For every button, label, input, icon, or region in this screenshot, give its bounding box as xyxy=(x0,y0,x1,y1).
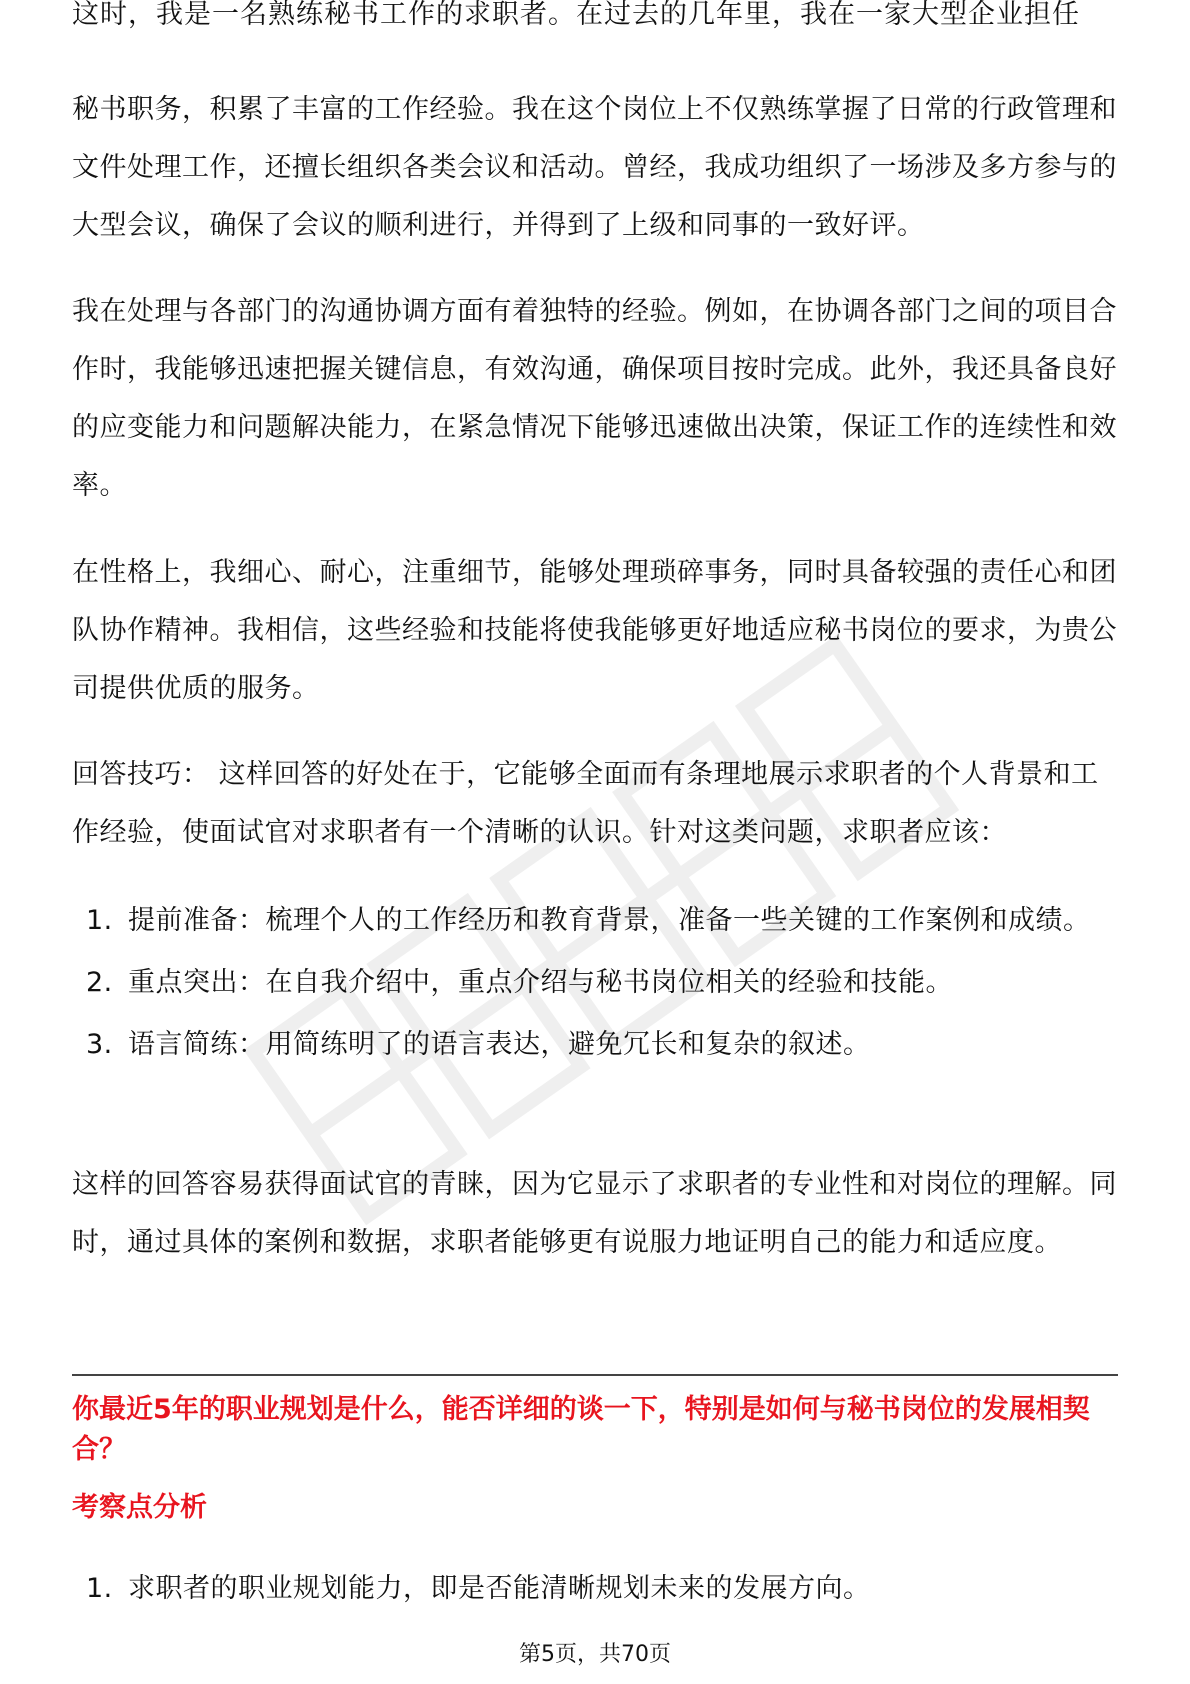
analysis-list xyxy=(72,1560,1118,1618)
list-number: 1. xyxy=(86,1573,113,1604)
list-item xyxy=(72,892,1118,950)
list-number: 2. xyxy=(86,967,113,998)
paragraph-experience: 秘书职务，积累了丰富的工作经验。我在这个岗位上不仅熟练掌握了日常的行政管理和文件处理工作，还擅长组织各类会议和活动。曾经，我成功组织了一场涉及多方参与的大型会议，确保了会议的顺利进行，并得到了上级和同事的一致好评。 xyxy=(72,94,1117,241)
section-title: 考察点分析 xyxy=(72,1492,207,1523)
paragraph-personality: 在性格上，我细心、耐心，注重细节，能够处理琐碎事务，同时具备较强的责任心和团队协作精神。我相信，这些经验和技能将使我能够更好地适应秘书岗位的要求，为贵公司提供优质的服务。 xyxy=(72,557,1117,704)
list-item xyxy=(72,954,1118,1012)
tips-list xyxy=(72,892,1118,1078)
list-number: 1. xyxy=(86,905,113,936)
list-item xyxy=(72,1016,1118,1074)
list-item-text: 求职者的职业规划能力，即是否能清晰规划未来的发展方向。 xyxy=(128,1573,871,1604)
paragraph-conclusion: 这样的回答容易获得面试官的青睐，因为它显示了求职者的专业性和对岗位的理解。同时，通过具体的案例和数据，求职者能够更有说服力地证明自己的能力和适应度。 xyxy=(72,1169,1117,1258)
list-item-text: 重点突出：在自我介绍中，重点介绍与秘书岗位相关的经验和技能。 xyxy=(128,967,953,998)
interview-question: 你最近5年的职业规划是什么，能否详细的谈一下，特别是如何与秘书岗位的发展相契合？ xyxy=(72,1394,1090,1465)
paragraph-answer-tips: 回答技巧： 这样回答的好处在于，它能够全面而有条理地展示求职者的个人背景和工作经验，使面试官对求职者有一个清晰的认识。针对这类问题，求职者应该： xyxy=(72,759,1099,848)
paragraph-coordination: 我在处理与各部门的沟通协调方面有着独特的经验。例如，在协调各部门之间的项目合作时，我能够迅速把握关键信息，有效沟通，确保项目按时完成。此外，我还具备良好的应变能力和问题解决能力，在紧急情况下能够迅速做出决策，保证工作的连续性和效率。 xyxy=(72,296,1117,501)
list-item-text: 语言简练：用简练明了的语言表达，避免冗长和复杂的叙述。 xyxy=(128,1029,871,1060)
list-number: 3. xyxy=(86,1029,113,1060)
cut-off-top-line: 这时，我是一名熟练秘书工作的求职者。在过去的几年里，我在一家大型企业担任 xyxy=(72,0,1080,30)
section-divider xyxy=(72,1374,1118,1376)
page-footer: 第5页，共70页 xyxy=(519,1642,671,1667)
list-item-text: 提前准备：梳理个人的工作经历和教育背景，准备一些关键的工作案例和成绩。 xyxy=(128,905,1091,936)
list-item xyxy=(72,1560,1118,1618)
